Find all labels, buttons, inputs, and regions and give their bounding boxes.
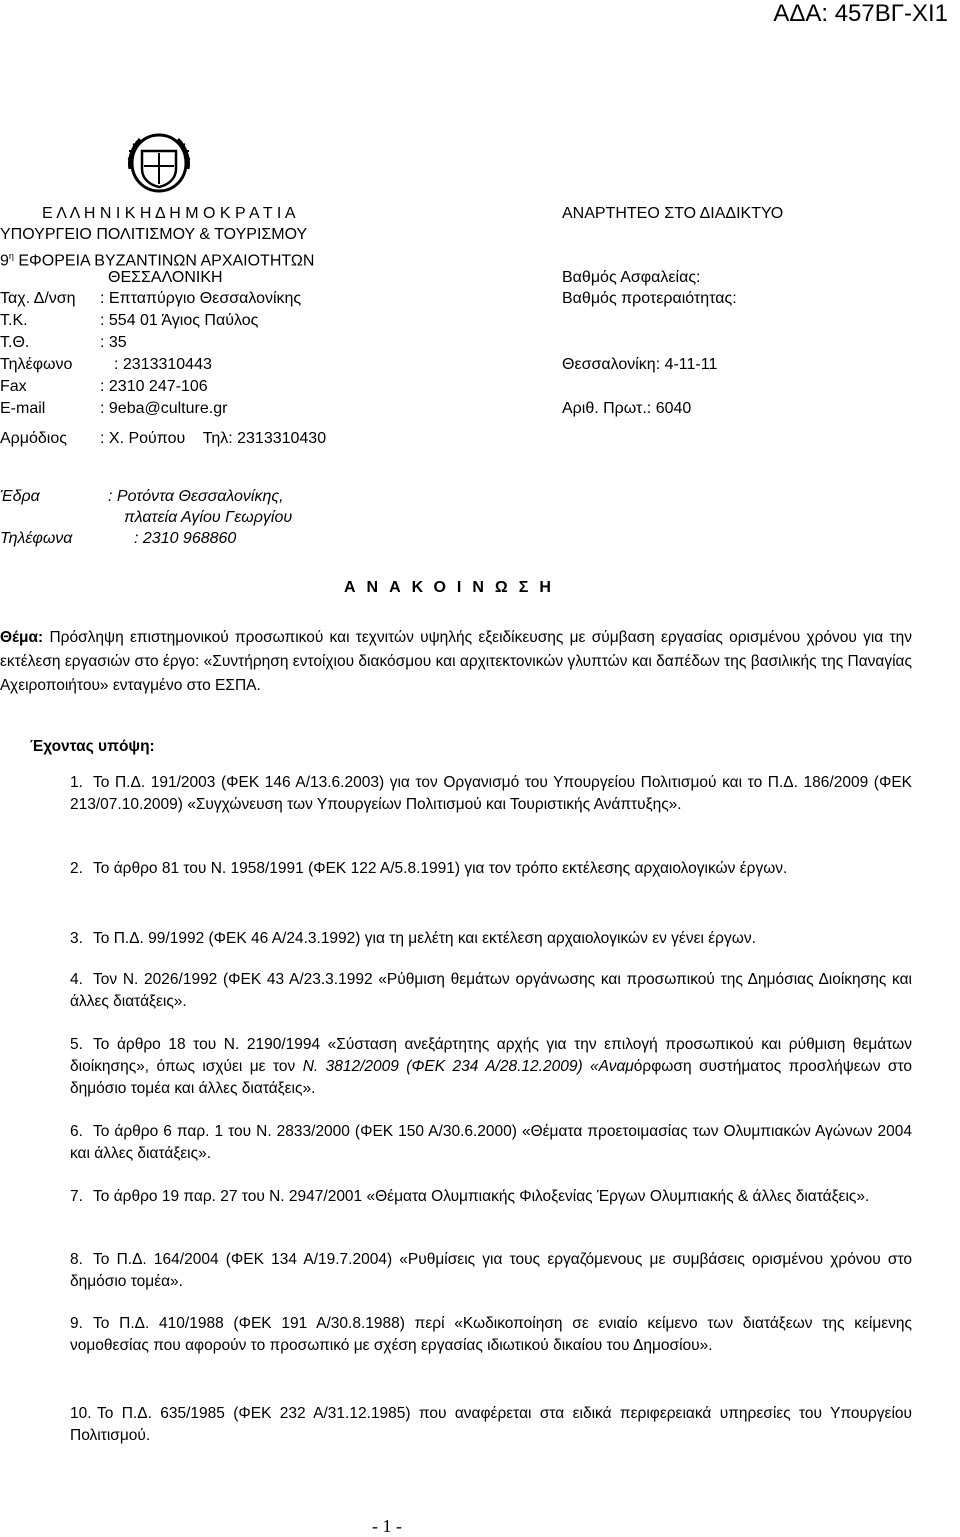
phones-value: : 2310 968860 [134, 530, 237, 547]
list-item: 8. Το Π.Δ. 164/2004 (ΦΕΚ 134 Α/19.7.2004) «Ρυθμίσεις για τους εργαζόμενους με συμβάσεις ορισμένου χρόνου στο δημόσιο τομέα». [70, 1251, 912, 1290]
page-number: - 1 - [372, 1516, 402, 1536]
fax-label: Fax [0, 378, 27, 395]
phone-label: Τηλέφωνο [0, 356, 73, 373]
subject-text: Πρόσληψη επιστημονικού προσωπικού και τεχνιτών υψηλής εξειδίκευσης με σύμβαση εργασίας ορισμένου χρόνου για την εκτέλεση εργασιών στο έργο: «Συντήρηση εντοίχιου διακόσμου και αρχιτεκτονικών γλυπτών και δαπέδων της βασιλικής της Παναγίας Αχειροποιήτου» ενταγμένο στο ΕΣΠΑ. [0, 629, 912, 694]
address-value: : Επταπύργιο Θεσσαλονίκης [100, 290, 302, 307]
place-date: Θεσσαλονίκη: 4-11-11 [562, 356, 718, 373]
list-item: 10. Το Π.Δ. 635/1985 (ΦΕΚ 232 Α/31.12.1985) που αναφέρεται στα ειδικά περιφερειακά υπηρεσίες του Υπουργείου Πολιτισμού. [70, 1405, 912, 1444]
seat-value-line1: : Ροτόντα Θεσσαλονίκης, [108, 488, 284, 505]
ministry-name: ΥΠΟΥΡΓΕΙΟ ΠΟΛΙΤΙΣΜΟΥ & ΤΟΥΡΙΣΜΟΥ [0, 226, 308, 243]
pobox-value: : 35 [100, 334, 127, 351]
subject-paragraph [0, 626, 912, 698]
greek-coat-of-arms-icon [124, 129, 194, 197]
list-item: 1. Το Π.Δ. 191/2003 (ΦΕΚ 146 Α/13.6.2003) για τον Οργανισμό του Υπουργείου Πολιτισμού και το Π.Δ. 186/2009 (ΦΕΚ 213/07.10.2009) «Συγχώνευση των Υπουργείων Πολιτισμού και Τουριστικής Ανάπτυξης». [70, 774, 912, 813]
list-item: 2. Το άρθρο 81 του Ν. 1958/1991 (ΦΕΚ 122 Α/5.8.1991) για τον τρόπο εκτέλεσης αρχαιολογικών έργων. [70, 860, 788, 877]
phone-value: : 2313310443 [114, 356, 212, 373]
list-item: 9. Το Π.Δ. 410/1988 (ΦΕΚ 191 Α/30.8.1988) περί «Κωδικοποίηση σε ενιαίο κείμενο των διατάξεων της κείμενης νομοθεσίας που αφορούν το προσωπικό με σχέση εργασίας ιδιωτικού δικαίου του Δημοσίου». [70, 1315, 912, 1354]
pobox-label: Τ.Θ. [0, 334, 30, 351]
security-level: Βαθμός Ασφαλείας: [562, 269, 701, 286]
list-item: 4. Τον Ν. 2026/1992 (ΦΕΚ 43 Α/23.3.1992 «Ρύθμιση θεμάτων οργάνωσης και προσωπικού της Δημόσιας Διοίκησης και άλλες διατάξεις». [70, 971, 912, 1010]
subject-label: Θέμα: [0, 629, 44, 646]
announcement-title: ΑΝΑΚΟΙΝΩΣΗ [344, 579, 562, 596]
seat-value-line2: πλατεία Αγίου Γεωργίου [124, 509, 293, 526]
fax-value: : 2310 247-106 [100, 378, 208, 395]
considering-heading: Έχοντας υπόψη: [30, 738, 155, 755]
list-item: 3. Το Π.Δ. 99/1992 (ΦΕΚ 46 Α/24.3.1992) για τη μελέτη και εκτέλεση αρχαιολογικών εν γένει έργων. [70, 930, 756, 947]
address-label: Ταχ. Δ/νση [0, 290, 76, 307]
email-value: : 9eba@culture.gr [100, 400, 228, 417]
postcode-value: : 554 01 Άγιος Παύλος [100, 312, 259, 329]
protocol-number: Αριθ. Πρωτ.: 6040 [562, 400, 692, 417]
responsible-label: Αρμόδιος [0, 430, 67, 447]
list-item: 6. Το άρθρο 6 παρ. 1 του Ν. 2833/2000 (ΦΕΚ 150 Α/30.6.2000) «Θέματα προετοιμασίας των Ολυμπιακών Αγώνων 2004 και άλλες διατάξεις». [70, 1123, 912, 1162]
seat-label: Έδρα [0, 488, 40, 505]
ada-code: ΑΔΑ: 457ΒΓ-ΧΙ1 [773, 0, 948, 27]
republic-title: Ε Λ Λ Η Ν Ι Κ Η Δ Η Μ Ο Κ Ρ Α Τ Ι Α [42, 205, 296, 222]
list-item: 5. Το άρθρο 18 του Ν. 2190/1994 «Σύσταση ανεξάρτητης αρχής για την επιλογή προσωπικού και ρύθμιση θεμάτων διοίκησης», όπως ισχύει με τον Ν. 3812/2009 (ΦΕΚ 234 Α/28.12.2009) «Αναμόρφωση συστήματος προσλήψεων στο δημόσιο τομέα και άλλες διατάξεις». [70, 1036, 913, 1097]
post-online-notice: ΑΝΑΡΤΗΤΕΟ ΣΤΟ ΔΙΑΔΙΚΤΥΟ [562, 205, 784, 222]
city-name: ΘΕΣΣΑΛΟΝΙΚΗ [108, 269, 223, 286]
priority-level: Βαθμός προτεραιότητας: [562, 290, 737, 307]
email-label: E-mail [0, 400, 46, 417]
postcode-label: Τ.Κ. [0, 312, 28, 329]
list-item: 7. Το άρθρο 19 παρ. 27 του Ν. 2947/2001 «Θέματα Ολυμπιακής Φιλοξενίας Έργων Ολυμπιακής & άλλες διατάξεις». [70, 1188, 870, 1205]
ephorate-name: $9^\eta$ ΕΦΟΡΕΙΑ ΒΥΖΑΝΤΙΝΩΝ ΑΡΧΑΙΟΤΗΤΩΝ [0, 251, 315, 270]
phones-label: Τηλέφωνα [0, 530, 73, 547]
responsible-value: : Χ. Ρούπου Τηλ: 2313310430 [100, 430, 327, 447]
